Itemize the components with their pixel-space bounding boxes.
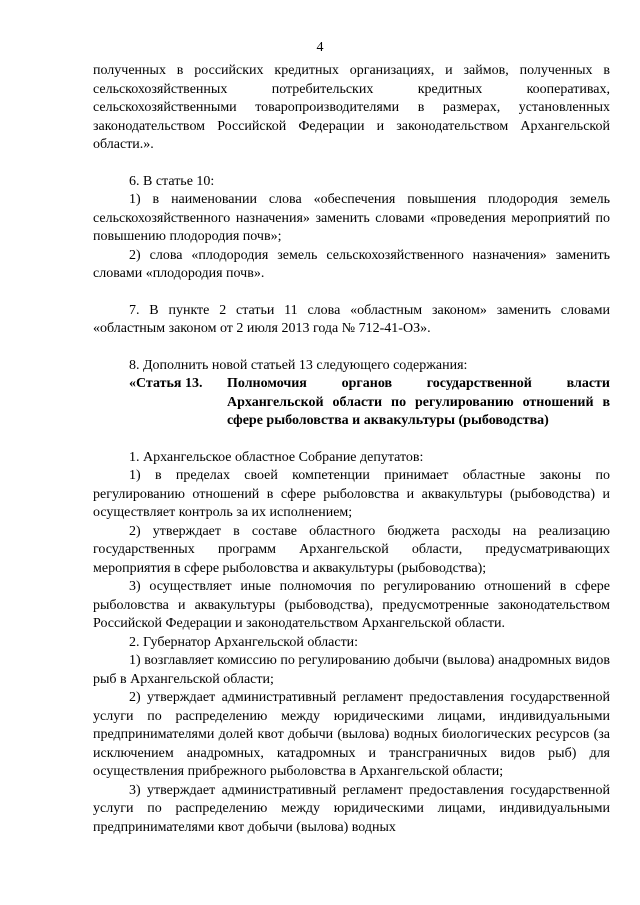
paragraph-item-6-2: 2) слова «плодородия земель сельскохозяйственного назначения» заменить словами «плодородия почв». [93,247,610,281]
paragraph-section-1-1: 1) в пределах своей компетенции принимает областные законы по регулированию отношений в сфере рыболовства и аквакультуры (рыбоводства) и осуществляет контроль за их исполнением; [93,468,610,520]
spacer [93,155,610,173]
paragraph-section-1: 1. Архангельское областное Собрание депутатов: [129,449,424,465]
paragraph-item-6-1: 1) в наименовании слова «обеспечения повышения плодородия земель сельскохозяйственного назначения» заменить словами «проведения мероприятий по повышению плодородия почв»; [93,192,610,244]
paragraph-section-2-1: 1) возглавляет комиссию по регулированию добычи (вылова) анадромных видов рыб в Архангельской области; [93,653,610,687]
document-body [93,62,610,837]
article-label: «Статья 13. [129,376,203,391]
paragraph-section-1-2: 2) утверждает в составе областного бюджета расходы на реализацию государственных программ Архангельской области, предусматривающих мероприятия в сфере рыболовства и аквакультуры (рыбоводства); [93,523,610,576]
paragraph-item-8: 8. Дополнить новой статьей 13 следующего содержания: [129,357,468,373]
spacer [93,431,610,449]
paragraph-continuation: полученных в российских кредитных организациях, и займов, полученных в сельскохозяйственных потребительских кредитных кооперативах, сельскохозяйственными товаропроизводителями в размерах, установленных законодательством Российской Федерации и законодательством Архангельской области.». [93,63,610,152]
article-title: Полномочия органов государственной власти Архангельской области по регулированию отношений в сфере рыболовства и аквакультуры (рыбоводства) [227,376,610,428]
paragraph-section-2-2: 2) утверждает административный регламент предоставления государственной услуги по распределению между юридическими лицами, индивидуальными предпринимателями долей квот добычи (вылова) водных биологических ресурсов (за исключением анадромных, катадромных и трансграничных видов рыб) для осуществления прибрежного рыболовства в Архангельской области; [93,690,610,779]
paragraph-item-6: 6. В статье 10: [129,173,215,189]
article-heading [93,375,610,431]
spacer [93,339,610,357]
spacer [93,284,610,302]
paragraph-item-7: 7. В пункте 2 статьи 11 слова «областным законом» заменить словами «областным законом от 2 июля 2013 года № 712-41-ОЗ». [93,302,610,336]
paragraph-section-1-3: 3) осуществляет иные полномочия по регулированию отношений в сфере рыболовства и аквакультуры (рыбоводства), предусмотренные законодательством Российской Федерации и законодательством Архангельской области. [93,579,610,631]
paragraph-section-2: 2. Губернатор Архангельской области: [129,634,359,650]
paragraph-section-2-3: 3) утверждает административный регламент предоставления государственной услуги по распределению между юридическими лицами, индивидуальными предпринимателями квот добычи (вылова) водных [93,782,610,835]
page-number: 4 [316,40,324,55]
